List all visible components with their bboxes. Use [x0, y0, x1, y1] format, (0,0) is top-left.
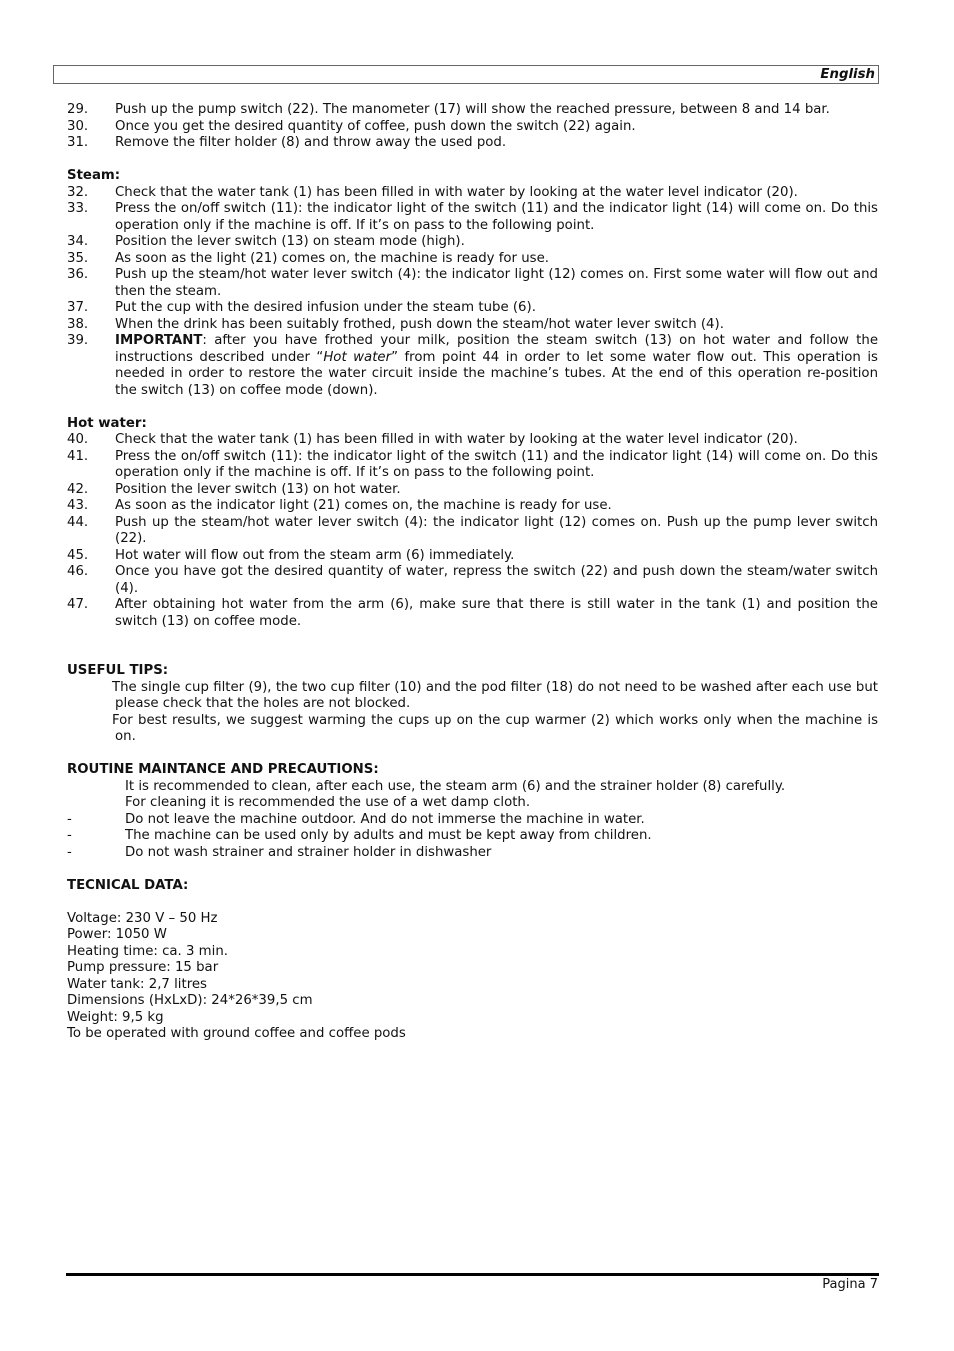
steps-list-steam: [67, 185, 878, 400]
step-text: Hot water will flow out from the steam arm (6) immediately.: [115, 547, 515, 563]
maintenance-text: Do not leave the machine outdoor. And do not immerse the machine in water.: [125, 811, 645, 827]
step-number: 43.: [67, 498, 89, 513]
list-item: [67, 135, 878, 152]
list-item: [67, 119, 878, 136]
steps-list-coffee: [67, 102, 878, 152]
step-text: As soon as the indicator light (21) comes on, the machine is ready for use.: [115, 498, 612, 513]
step-number: 41.: [67, 448, 89, 464]
step-number: 30.: [67, 118, 89, 134]
tip-item: For best results, we suggest warming the cups up on the cup warmer (2) which works only when the machine is on.: [112, 712, 878, 744]
maintenance-text: It is recommended to clean, after each use, the steam arm (6) and the strainer holder (8) carefully.: [125, 778, 786, 794]
step-number: 36.: [67, 267, 89, 282]
tech-line: Water tank: 2,7 litres: [67, 976, 207, 992]
important-ref: Hot water: [323, 349, 392, 365]
step-text: Put the cup with the desired infusion under the steam tube (6).: [115, 300, 536, 315]
step-text: Remove the filter holder (8) and throw away the used pod.: [115, 135, 507, 150]
step-text: Position the lever switch (13) on steam mode (high).: [115, 234, 465, 249]
manual-content: [67, 102, 878, 1043]
step-number: 35.: [67, 250, 89, 266]
step-text: [115, 333, 878, 399]
step-text: Press the on/off switch (11): the indicator light of the switch (11) and the indicator light (14) will come on. Do this operation only if the machine is off. If it’s on pass to the following point.: [115, 201, 878, 233]
maintenance-item: [67, 828, 878, 845]
important-text-a: : after you have frothed your milk, position the steam switch (13) on hot water and follow the instructions described under “: [115, 333, 878, 365]
important-label: IMPORTANT: [115, 333, 203, 348]
step-number: 40.: [67, 432, 89, 447]
step-number: 29.: [67, 102, 89, 117]
list-item: [67, 449, 878, 482]
step-text: Check that the water tank (1) has been filled in with water by looking at the water level indicator (20).: [115, 432, 798, 447]
step-text: Push up the pump switch (22). The manometer (17) will show the reached pressure, between 8 and 14 bar.: [115, 102, 830, 117]
bullet: -: [67, 828, 72, 843]
step-number: 39.: [67, 333, 89, 348]
steps-list-hot-water: [67, 432, 878, 630]
section-heading-hot-water: Hot water:: [67, 415, 147, 431]
list-item: [67, 597, 878, 630]
tech-line: To be operated with ground coffee and coffee pods: [67, 1026, 406, 1041]
language-label: English: [820, 67, 875, 82]
tech-line: Dimensions (HxLxD): 24*26*39,5 cm: [67, 993, 313, 1008]
list-item: [67, 317, 878, 334]
maintenance-text: The machine can be used only by adults and must be kept away from children.: [125, 828, 652, 843]
step-text: Check that the water tank (1) has been filled in with water by looking at the water level indicator (20).: [115, 184, 798, 200]
step-number: 42.: [67, 481, 89, 497]
list-item: [67, 482, 878, 499]
step-number: 45.: [67, 547, 89, 563]
tech-line: Pump pressure: 15 bar: [67, 960, 219, 975]
step-text: Push up the steam/hot water lever switch (4): the indicator light (12) comes on. Push up the pump lever switch (22).: [115, 514, 878, 546]
list-item: [67, 234, 878, 251]
step-number: 38.: [67, 316, 89, 332]
tech-line: Voltage: 230 V – 50 Hz: [67, 910, 218, 926]
list-item: [67, 432, 878, 449]
bullet: -: [67, 811, 72, 827]
page-number: Pagina 7: [822, 1277, 878, 1292]
list-item: [67, 515, 878, 548]
tip-item: The single cup filter (9), the two cup filter (10) and the pod filter (18) do not need to be washed after each use but please check that the holes are not blocked.: [112, 679, 878, 711]
maintenance-item: [67, 812, 878, 829]
step-text: Position the lever switch (13) on hot water.: [115, 481, 401, 497]
step-text: Once you have got the desired quantity of water, repress the switch (22) and push down the steam/water switch (4).: [115, 564, 878, 596]
step-number: 34.: [67, 234, 89, 249]
bullet: -: [67, 844, 72, 860]
list-item: [67, 564, 878, 597]
maintenance-text: Do not wash strainer and strainer holder in dishwasher: [125, 844, 492, 860]
step-text: Press the on/off switch (11): the indicator light of the switch (11) and the indicator light (14) will come on. Do this operation only if the machine is off. If it’s on pass to the following point.: [115, 448, 878, 480]
section-heading-tips: USEFUL TIPS:: [67, 663, 169, 678]
step-text: After obtaining hot water from the arm (6), make sure that there is still water in the tank (1) and position the switch (13) on coffee mode.: [115, 597, 878, 629]
step-number: 46.: [67, 564, 89, 579]
step-text: Push up the steam/hot water lever switch (4): the indicator light (12) comes on. First some water will flow out and then the steam.: [115, 267, 878, 299]
list-item: [67, 251, 878, 268]
list-item: [67, 300, 878, 317]
step-text: Once you get the desired quantity of coffee, push down the switch (22) again.: [115, 118, 636, 134]
step-text: When the drink has been suitably frothed, push down the steam/hot water lever switch (4).: [115, 316, 724, 332]
list-item-important: [67, 333, 878, 399]
maintenance-item: [67, 795, 878, 812]
step-number: 31.: [67, 135, 89, 150]
section-heading-maintenance: ROUTINE MAINTANCE AND PRECAUTIONS:: [67, 762, 379, 777]
list-item: [67, 102, 878, 119]
important-text-b: ” from point 44 in order to let some water flow out. This operation is needed in order to restore the water circuit inside the machine’s tubes. At the end of this operation re-position the switch (13) on coffee mode (down).: [115, 349, 878, 398]
maintenance-item: [67, 779, 878, 796]
section-heading-technical: TECNICAL DATA:: [67, 877, 189, 893]
section-heading-steam: Steam:: [67, 168, 121, 183]
maintenance-item: [67, 845, 878, 862]
step-number: 37.: [67, 300, 89, 315]
list-item: [67, 185, 878, 202]
tech-line: Weight: 9,5 kg: [67, 1009, 164, 1025]
page-header: [53, 65, 879, 84]
tech-line: Power: 1050 W: [67, 927, 167, 942]
step-number: 47.: [67, 597, 89, 612]
step-number: 44.: [67, 514, 89, 530]
list-item: [67, 548, 878, 565]
list-item: [67, 498, 878, 515]
maintenance-text: For cleaning it is recommended the use of a wet damp cloth.: [125, 795, 531, 810]
tech-line: Heating time: ca. 3 min.: [67, 943, 228, 959]
step-number: 32.: [67, 184, 89, 200]
step-text: As soon as the light (21) comes on, the machine is ready for use.: [115, 250, 549, 266]
step-number: 33.: [67, 201, 89, 216]
list-item: [67, 201, 878, 234]
footer-divider: [66, 1273, 879, 1276]
list-item: [67, 267, 878, 300]
